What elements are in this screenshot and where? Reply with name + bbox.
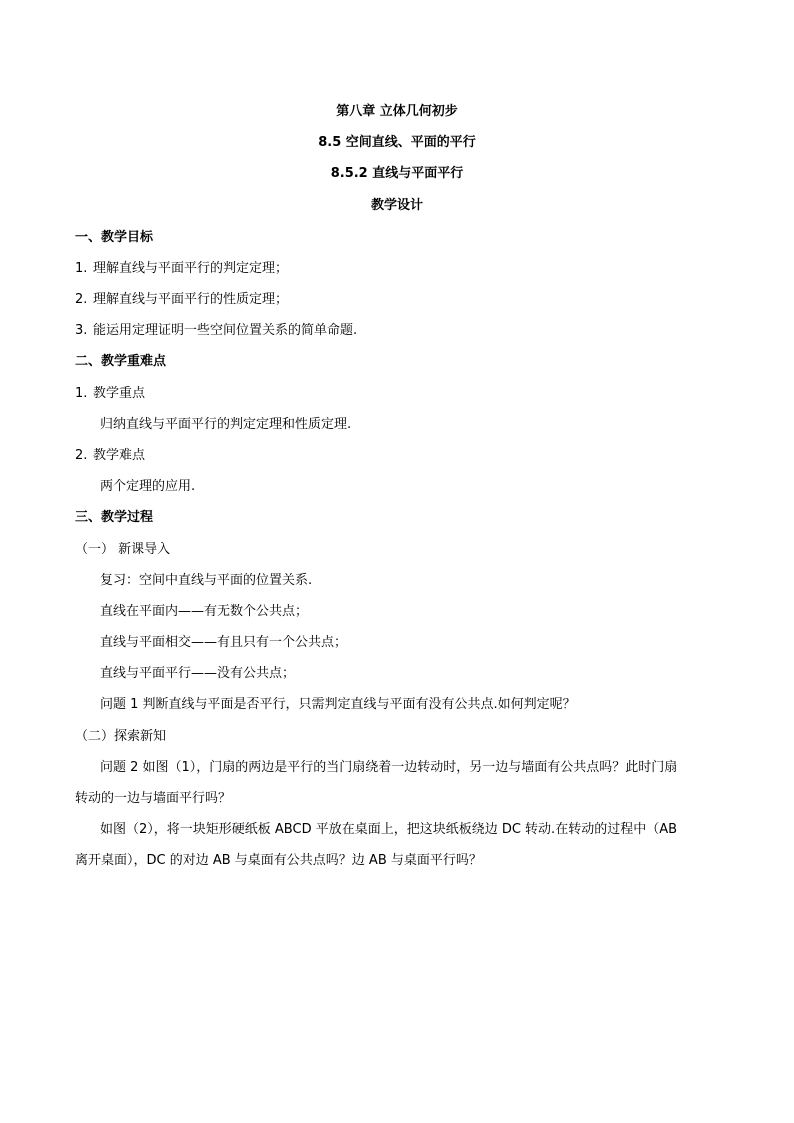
- goal-item-text: 理解直线与平面平行的性质定理；: [93, 292, 289, 307]
- keypoints-heading: 二、教学重难点: [75, 354, 167, 369]
- part1-heading: （一） 新课导入: [75, 542, 171, 557]
- goal-item-number: 2.: [75, 292, 88, 307]
- goal-item-number: 3.: [75, 323, 88, 338]
- figure-2-paragraph-line: 离开桌面），DC 的对边 AB 与桌面有公共点吗？边 AB 与桌面平行吗？: [75, 853, 482, 868]
- difficulty-label-number: 2.: [75, 448, 88, 463]
- goals-heading: 一、教学目标: [75, 230, 154, 245]
- focus-label-text: 教学重点: [93, 386, 146, 401]
- focus-text: 归纳直线与平面平行的判定定理和性质定理.: [100, 417, 352, 432]
- focus-label: [75, 386, 145, 402]
- goal-item-text: 能运用定理证明一些空间位置关系的简单命题.: [93, 323, 358, 338]
- difficulty-text: 两个定理的应用.: [100, 479, 196, 494]
- relation-line: 直线与平面相交——有且只有一个公共点；: [100, 635, 348, 650]
- relation-line: 直线与平面平行——没有公共点；: [100, 666, 296, 681]
- figure-2-paragraph-line: 如图（2），将一块矩形硬纸板 ABCD 平放在桌面上，把这块纸板绕边 DC 转动.在转动的过程中（AB: [100, 822, 678, 837]
- review-line: 复习：空间中直线与平面的位置关系.: [100, 573, 313, 588]
- subsection-title: 8.5.2 直线与平面平行: [330, 166, 464, 181]
- design-title: 教学设计: [370, 198, 423, 213]
- goal-item: [75, 323, 357, 339]
- part2-heading: （二）探索新知: [75, 729, 167, 744]
- goal-item-text: 理解直线与平面平行的判定定理；: [93, 261, 289, 276]
- process-heading: 三、教学过程: [75, 510, 154, 525]
- relation-line: 直线在平面内——有无数个公共点；: [100, 604, 309, 619]
- question-2-line: 问题 2 如图（1），门扇的两边是平行的当门扇绕着一边转动时，另一边与墙面有公共点吗？此时门扇: [100, 760, 678, 775]
- goal-item: [75, 292, 288, 308]
- question-1: 问题 1 判断直线与平面是否平行，只需判定直线与平面有没有公共点.如何判定呢？: [100, 697, 576, 712]
- section-title: 8.5 空间直线、平面的平行: [318, 135, 476, 150]
- goal-item-number: 1.: [75, 261, 88, 276]
- difficulty-label-text: 教学难点: [93, 448, 146, 463]
- question-2-line: 转动的一边与墙面平行吗？: [75, 791, 232, 806]
- goal-item: [75, 261, 288, 277]
- difficulty-label: [75, 448, 145, 464]
- chapter-title: 第八章 立体几何初步: [336, 104, 458, 119]
- focus-label-number: 1.: [75, 386, 88, 401]
